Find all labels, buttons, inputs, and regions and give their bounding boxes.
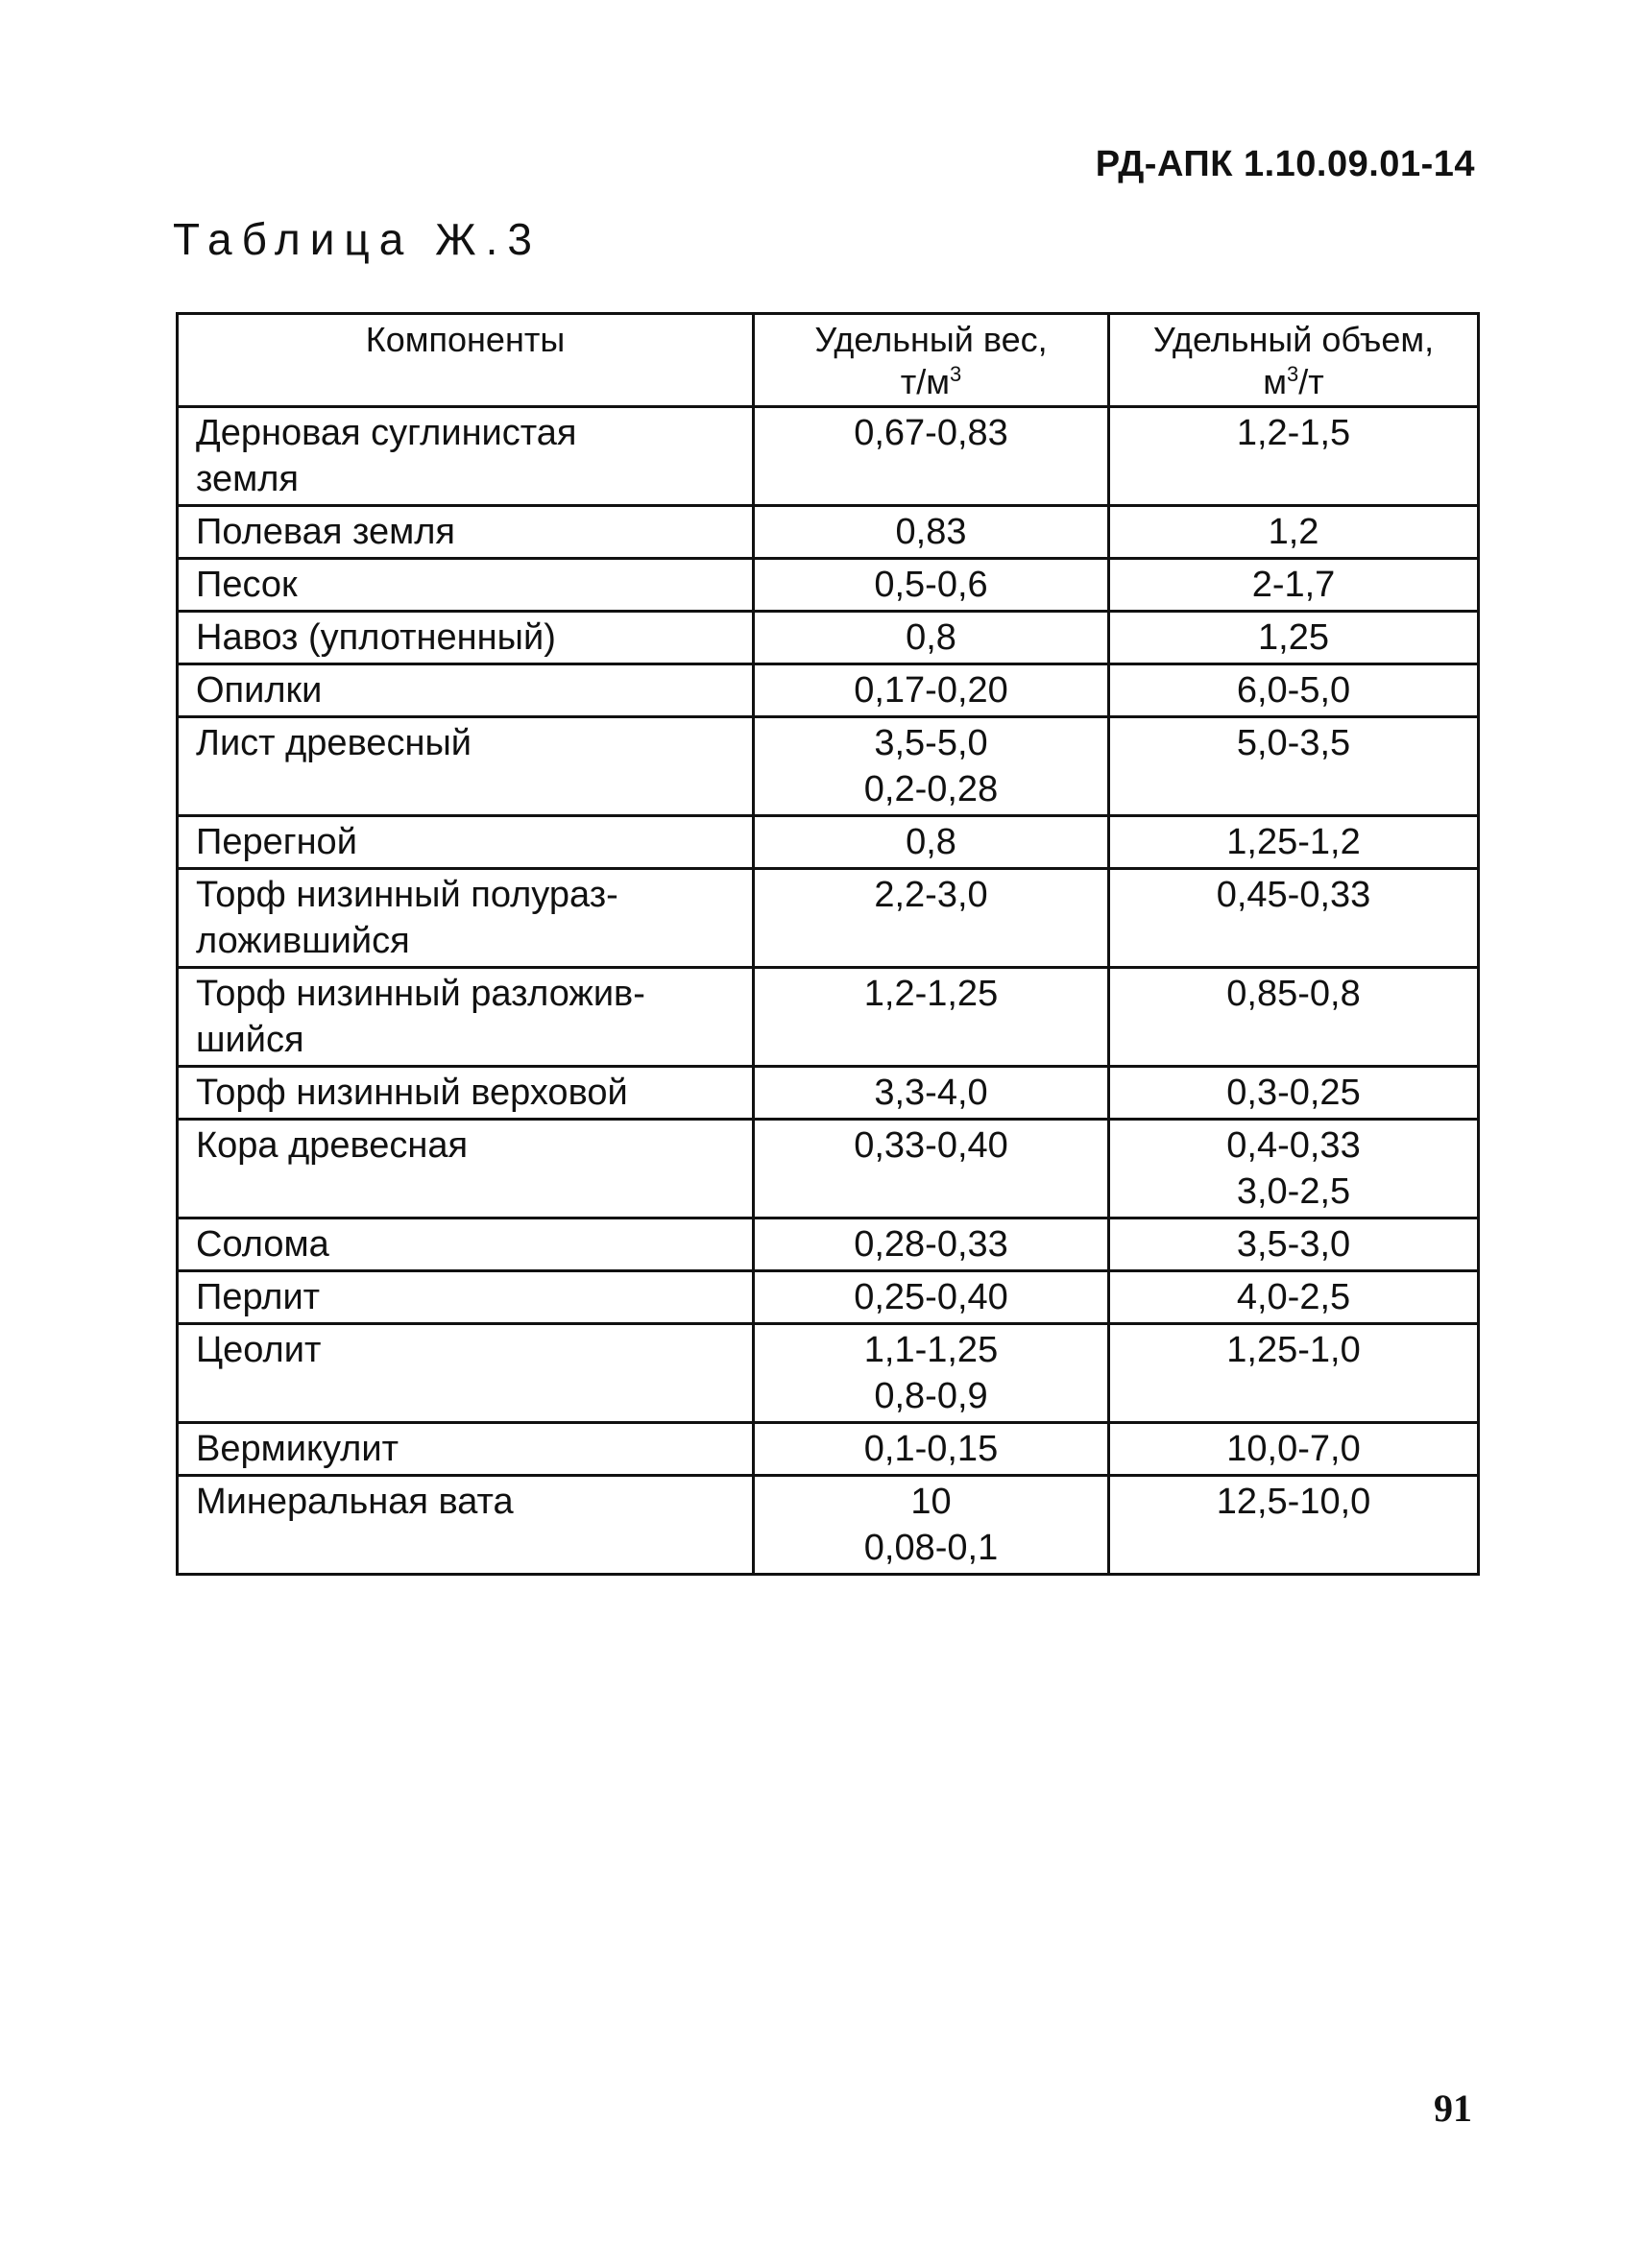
header-components-label: Компоненты [365,320,566,359]
table-body [178,407,1479,1575]
component-cell [178,816,754,869]
specific-weight-cell-line: 0,17-0,20 [854,670,1008,711]
component-cell [178,612,754,664]
specific-volume-cell [1109,1476,1479,1575]
specific-volume-cell-line: 12,5-10,0 [1216,1482,1371,1522]
specific-volume-cell [1109,816,1479,869]
specific-volume-cell [1109,559,1479,612]
component-cell-line: Перегной [196,822,357,862]
table-row [178,612,1479,664]
weight-unit-base: т/м [900,362,950,401]
header-specific-weight [754,314,1109,407]
component-cell-line: Минеральная вата [196,1482,514,1522]
table-row [178,506,1479,559]
specific-weight-cell [754,968,1109,1067]
table-row [178,816,1479,869]
component-cell [178,506,754,559]
specific-weight-cell [754,816,1109,869]
page-number: 91 [1434,2087,1472,2130]
specific-weight-cell [754,1324,1109,1423]
specific-volume-cell-line: 10,0-7,0 [1226,1429,1361,1469]
specific-volume-cell-line: 1,2 [1268,512,1319,552]
specific-volume-cell-line: 2-1,7 [1251,565,1336,605]
specific-volume-cell-line: 0,85-0,8 [1226,974,1361,1014]
specific-volume-cell-line: 3,0-2,5 [1236,1171,1351,1212]
header-weight-label: Удельный вес, [814,320,1048,359]
specific-weight-cell [754,407,1109,506]
component-cell [178,559,754,612]
specific-volume-cell-line: 1,2-1,5 [1236,413,1351,453]
specific-weight-cell [754,1067,1109,1120]
component-cell-line: Торф низинный разложив- [196,974,645,1014]
specific-volume-cell [1109,1120,1479,1218]
specific-volume-cell [1109,869,1479,968]
header-volume-label: Удельный объем, [1152,320,1435,359]
table-row [178,968,1479,1067]
table-row [178,717,1479,816]
table-row [178,559,1479,612]
specific-weight-cell-line: 0,8 [906,617,956,658]
component-cell-line: Солома [196,1224,329,1265]
component-cell [178,869,754,968]
specific-weight-cell [754,559,1109,612]
specific-volume-cell [1109,1067,1479,1120]
specific-weight-cell [754,1476,1109,1575]
specific-weight-cell [754,1271,1109,1324]
header-specific-volume [1109,314,1479,407]
specific-weight-cell-line: 0,8-0,9 [874,1376,988,1416]
specific-volume-cell [1109,407,1479,506]
specific-weight-cell-line: 0,2-0,28 [863,769,999,809]
specific-weight-cell-line: 0,83 [895,512,967,552]
specific-volume-cell-line: 1,25-1,2 [1226,822,1361,862]
specific-weight-cell-line: 0,08-0,1 [863,1528,999,1568]
table-row [178,664,1479,717]
specific-weight-cell [754,869,1109,968]
component-cell-line: Вермикулит [196,1429,399,1469]
specific-volume-cell-line: 6,0-5,0 [1236,670,1351,711]
component-cell [178,407,754,506]
component-cell-line: Перлит [196,1277,321,1317]
table-row [178,1218,1479,1271]
specific-weight-cell [754,1218,1109,1271]
component-cell [178,717,754,816]
component-cell-line: Лист древесный [196,723,472,763]
component-cell-line: земля [196,459,300,499]
component-cell [178,968,754,1067]
component-cell-line: Цеолит [196,1330,322,1370]
volume-unit-pre: м [1263,362,1287,401]
component-cell [178,1271,754,1324]
table-row [178,1271,1479,1324]
specific-weight-cell-line: 0,28-0,33 [854,1224,1008,1265]
specific-volume-cell [1109,612,1479,664]
component-cell-line: Торф низинный верховой [196,1073,628,1113]
component-cell-line: Кора древесная [196,1125,469,1166]
specific-volume-cell-line: 4,0-2,5 [1236,1277,1351,1317]
specific-volume-cell [1109,968,1479,1067]
table-row [178,1120,1479,1218]
component-cell [178,1476,754,1575]
specific-weight-cell-line: 0,8 [906,822,956,862]
table-row [178,869,1479,968]
table-header-row [178,314,1479,407]
component-cell [178,1218,754,1271]
specific-volume-cell [1109,506,1479,559]
specific-volume-cell-line: 0,45-0,33 [1216,875,1371,915]
components-table [176,312,1480,1576]
header-components [178,314,754,407]
specific-weight-cell [754,612,1109,664]
specific-volume-cell-line: 1,25-1,0 [1226,1330,1361,1370]
component-cell-line: ложившийся [196,921,410,961]
table-row [178,1476,1479,1575]
component-cell [178,1324,754,1423]
specific-weight-cell [754,664,1109,717]
specific-weight-cell [754,1120,1109,1218]
weight-unit-sup: 3 [950,362,962,386]
header-volume-unit [1120,361,1467,403]
specific-weight-cell-line: 10 [910,1482,952,1522]
volume-unit-sup: 3 [1287,362,1299,386]
component-cell [178,664,754,717]
specific-volume-cell [1109,1423,1479,1476]
document-code: РД-АПК 1.10.09.01-14 [1095,144,1475,184]
component-cell [178,1067,754,1120]
component-cell-line: Торф низинный полураз- [196,875,618,915]
specific-weight-cell-line: 0,25-0,40 [854,1277,1008,1317]
specific-volume-cell [1109,717,1479,816]
component-cell-line: Опилки [196,670,323,711]
table-row [178,1324,1479,1423]
specific-volume-cell [1109,1271,1479,1324]
volume-unit-post: /т [1298,362,1324,401]
specific-weight-cell-line: 2,2-3,0 [874,875,988,915]
component-cell [178,1120,754,1218]
table-row [178,1423,1479,1476]
component-cell [178,1423,754,1476]
specific-weight-cell-line: 0,5-0,6 [874,565,988,605]
specific-weight-cell-line: 1,1-1,25 [863,1330,999,1370]
specific-weight-cell-line: 0,67-0,83 [854,413,1008,453]
specific-volume-cell [1109,1218,1479,1271]
component-cell-line: Навоз (уплотненный) [196,617,556,658]
component-cell-line: Песок [196,565,298,605]
specific-weight-cell-line: 3,3-4,0 [874,1073,988,1113]
header-weight-unit [764,361,1098,403]
specific-volume-cell-line: 1,25 [1258,617,1329,658]
specific-volume-cell-line: 5,0-3,5 [1236,723,1351,763]
table-title: Таблица Ж.3 [173,214,542,264]
specific-weight-cell [754,1423,1109,1476]
specific-volume-cell-line: 3,5-3,0 [1236,1224,1351,1265]
specific-weight-cell [754,506,1109,559]
component-cell-line: Дерновая суглинистая [196,413,577,453]
component-cell-line: шийся [196,1020,304,1060]
specific-weight-cell-line: 1,2-1,25 [863,974,999,1014]
specific-weight-cell [754,717,1109,816]
specific-volume-cell-line: 0,4-0,33 [1226,1125,1361,1166]
specific-volume-cell [1109,1324,1479,1423]
table-row [178,407,1479,506]
specific-weight-cell-line: 0,1-0,15 [863,1429,999,1469]
component-cell-line: Полевая земля [196,512,455,552]
specific-weight-cell-line: 0,33-0,40 [854,1125,1008,1166]
specific-volume-cell [1109,664,1479,717]
specific-weight-cell-line: 3,5-5,0 [874,723,988,763]
specific-volume-cell-line: 0,3-0,25 [1226,1073,1361,1113]
table-row [178,1067,1479,1120]
